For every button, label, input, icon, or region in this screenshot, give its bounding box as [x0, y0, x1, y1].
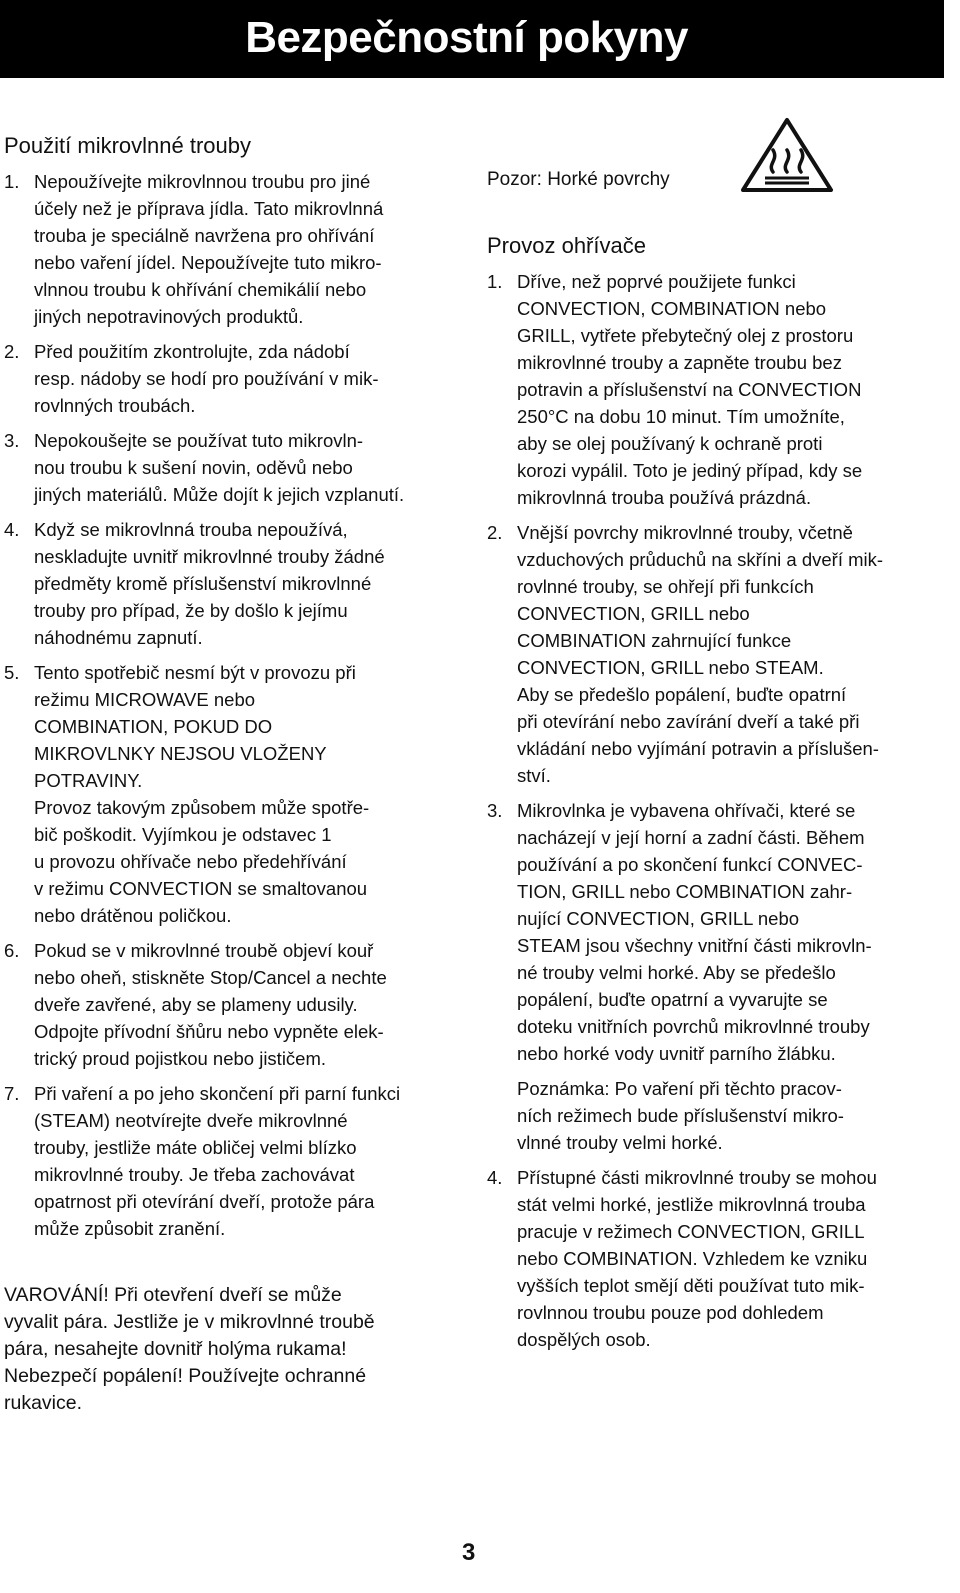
left-column	[4, 128, 464, 1417]
item-text: Přístupné části mikrovlnné trouby se mohou stát velmi horké, jestliže mikrovlnná trouba pracuje v režimech CONVECTION, GRILL nebo COMBINATION. Vzhledem ke vzniku vyšších teplot smějí děti používat tuto mik- rovlnnou troubu pouze pod dohledem dospělých osob.	[517, 1167, 877, 1350]
steam-warning: VAROVÁNÍ! Při otevření dveří se může vyvalit pára. Jestliže je v mikrovlnné troubě pára, nesahejte dovnitř holýma rukama! Nebezpečí popálení! Používejte ochranné rukavice.	[4, 1284, 375, 1414]
list-item	[4, 168, 464, 330]
item-text: Tento spotřebič nesmí být v provozu při režimu MICROWAVE nebo COMBINATION, POKUD DO MIKROVLNKY NEJSOU VLOŽENY POTRAVINY. Provoz takovým způsobem může spotře- bič poškodit. Vyjímkou je odstavec 1 u provozu ohřívače nebo předehřívání v režimu CONVECTION se smaltovanou nebo drátěnou poličkou.	[34, 662, 370, 926]
item-number: 5.	[4, 662, 20, 683]
page-number: 3	[462, 1539, 476, 1566]
item-number: 3.	[4, 430, 20, 451]
right-item-list	[487, 268, 947, 1353]
item-number: 2.	[4, 341, 20, 362]
list-item	[487, 519, 947, 789]
caution-block	[487, 116, 947, 196]
item-number: 6.	[4, 940, 20, 961]
item-number: 4.	[4, 519, 20, 540]
left-item-list	[4, 168, 464, 1242]
item-number: 2.	[487, 522, 503, 543]
list-item	[4, 516, 464, 651]
item-text: Při vaření a po jeho skončení při parní funkci (STEAM) neotvírejte dveře mikrovlnné trouby, jestliže máte obličej velmi blízko mikrovlnné trouby. Je třeba zachovávat opatrnost při otevírání dveří, protože pára může způsobit zranění.	[34, 1083, 401, 1239]
item-text: Když se mikrovlnná trouba nepoužívá, neskladujte uvnitř mikrovlnné trouby žádné předměty kromě příslušenství mikrovlnné trouby pro případ, že by došlo k jejímu náhodnému zapnutí.	[34, 519, 385, 648]
item-text: Před použitím zkontrolujte, zda nádobí resp. nádoby se hodí pro používání v mik- rovlnných troubách.	[34, 341, 379, 416]
list-item	[4, 338, 464, 419]
item-number: 1.	[4, 171, 20, 192]
item-text: Vnější povrchy mikrovlnné trouby, včetně vzduchových průduchů na skříni a dveří mik- rovlnné trouby, se ohřejí při funkcích CONVECTION, GRILL nebo COMBINATION zahrnující funkce CONVECTION, GRILL nebo STEAM. Aby se předešlo popálení, buďte opatrní při otevírání nebo zavírání dveří a také při vkládání nebo vyjímání potravin a příslušen- ství.	[517, 522, 884, 786]
item-text: Nepoužívejte mikrovlnnou troubu pro jiné účely než je příprava jídla. Tato mikrovlnná trouba je speciálně navržena pro ohřívání nebo vaření jídel. Nepoužívejte tuto mikro- vlnnou troubu k ohřívání chemikálií nebo jiných nepotravinových produktů.	[34, 171, 384, 327]
right-column	[487, 228, 947, 1361]
item-number: 7.	[4, 1083, 20, 1104]
item-text: Pokud se v mikrovlnné troubě objeví kouř nebo oheň, stiskněte Stop/Cancel a nechte dveře zavřené, aby se plameny udusily. Odpojte přívodní šňůru nebo vypněte elek- trický proud pojistkou nebo jističem.	[34, 940, 387, 1069]
item-number: 3.	[487, 800, 503, 821]
item-text: Mikrovlnka je vybavena ohřívači, které se nacházejí v její horní a zadní části. Během používání a po skončení funkcí CONVEC- TION, GRILL nebo COMBINATION zahr- nující CONVECTION, GRILL nebo STEAM jsou všechny vnitřní části mikrovln- né trouby velmi horké. Aby se předešlo popálení, buďte opatrní a vyvarujte se doteku vnitřních povrchů mikrovlnné trouby nebo horké vody uvnitř parního žlábku.	[517, 800, 872, 1064]
list-item	[4, 659, 464, 929]
item-text: Nepokoušejte se používat tuto mikrovln- nou troubu k sušení novin, oděvů nebo jiných materiálů. Může dojít k jejich vzplanutí.	[34, 430, 405, 505]
caution-label: Pozor: Horké povrchy	[487, 169, 670, 190]
list-item	[4, 1080, 464, 1242]
section-heading-heater-operation: Provoz ohřívače	[487, 233, 646, 258]
list-item	[4, 937, 464, 1072]
list-item	[487, 268, 947, 511]
list-item	[4, 427, 464, 508]
list-item	[487, 797, 947, 1156]
list-item	[487, 1164, 947, 1353]
page-title: Bezpečnostní pokyny	[245, 13, 688, 62]
hot-surface-warning-icon	[739, 116, 835, 194]
item-note: Poznámka: Po vaření při těchto pracov- ních režimech bude příslušenství mikro- vlnné trouby velmi horké.	[517, 1078, 844, 1153]
item-text: Dříve, než poprvé použijete funkci CONVECTION, COMBINATION nebo GRILL, vytřete přebytečný olej z prostoru mikrovlnné trouby a zapněte troubu bez potravin a příslušenství na CONVECTION 250°C na dobu 10 minut. Tím umožníte, aby se olej používaný k ochraně proti korozi vypálil. Toto je jediný případ, kdy se mikrovlnná trouba používá prázdná.	[517, 271, 863, 508]
item-number: 4.	[487, 1167, 503, 1188]
page-header	[0, 0, 944, 78]
item-number: 1.	[487, 271, 503, 292]
section-heading-microwave-use: Použití mikrovlnné trouby	[4, 133, 251, 158]
